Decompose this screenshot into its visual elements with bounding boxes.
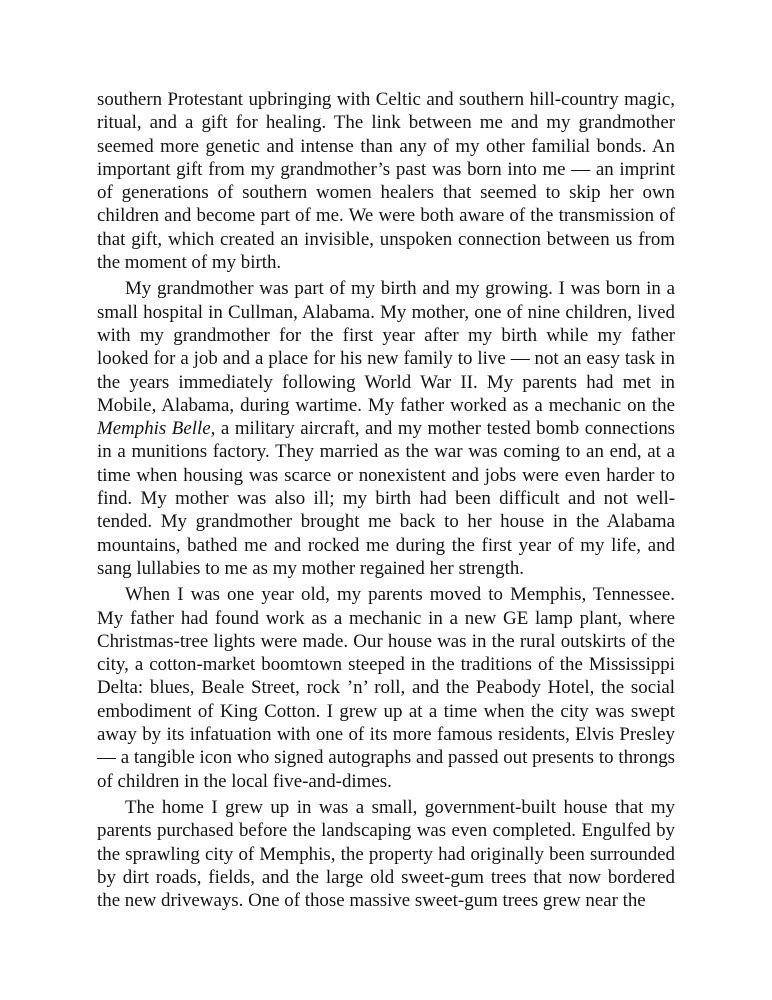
paragraph-text: The home I grew up in was a small, government-built house that my parents purchased before the landscaping was even completed. Engulfed by the sprawling city of Memphis, the property had originally been surrounded by dirt roads, fields, and the large old sweet-gum trees that now bordered the new driveways. One of those massive sweet-gum trees grew near the [97,796,675,912]
paragraph-text: a military aircraft, and my mother tested bomb connections in a munitions factory. They married as the war was coming to an end, at a time when housing was scarce or nonexistent and jobs were even harder to find. My mother was also ill; my birth had been difficult and not well-tended. My grandmother brought me back to her house in the Alabama mountains, bathed me and rocked me during the first year of my life, and sang lullabies to me as my mother regained her strength. [97,418,675,579]
paragraph [97,88,675,274]
paragraph-text: When I was one year old, my parents moved to Memphis, Tennessee. My father had found work as a mechanic in a new GE lamp plant, where Christmas-tree lights were made. Our house was in the rural outskirts of the city, a cotton-market boomtown steeped in the traditions of the Mississippi Delta: blues, Beale Street, rock ’n’ roll, and the Peabody Hotel, the social embodiment of King Cotton. I grew up at a time when the city was swept away by its infatuation with one of its more famous residents, Elvis Presley — a tangible icon who signed autographs and passed out presents to throngs of children in the local five-and-dimes. [97,584,675,792]
aircraft-name-italic: Memphis Belle, [97,418,216,440]
book-page-body [97,88,675,912]
paragraph [97,277,675,580]
paragraph-text: southern Protestant upbringing with Celtic and southern hill-country magic, ritual, and a gift for healing. The link between me and my grandmother seemed more genetic and intense than any of my other familial bonds. An important gift from my grandmother’s past was born into me — an imprint of generations of southern women healers that seemed to skip her own children and become part of me. We were both aware of the transmission of that gift, which created an invisible, unspoken connection between us from the moment of my birth. [97,89,675,274]
paragraph-text: My grandmother was part of my birth and my growing. I was born in a small hospital in Cullman, Alabama. My mother, one of nine children, lived with my grandmother for the first year after my birth while my father looked for a job and a place for his new family to live — not an easy task in the years immediately following World War II. My parents had met in Mobile, Alabama, during wartime. My father worked as a mechanic on the [97,278,675,416]
paragraph [97,796,675,912]
paragraph [97,583,675,793]
